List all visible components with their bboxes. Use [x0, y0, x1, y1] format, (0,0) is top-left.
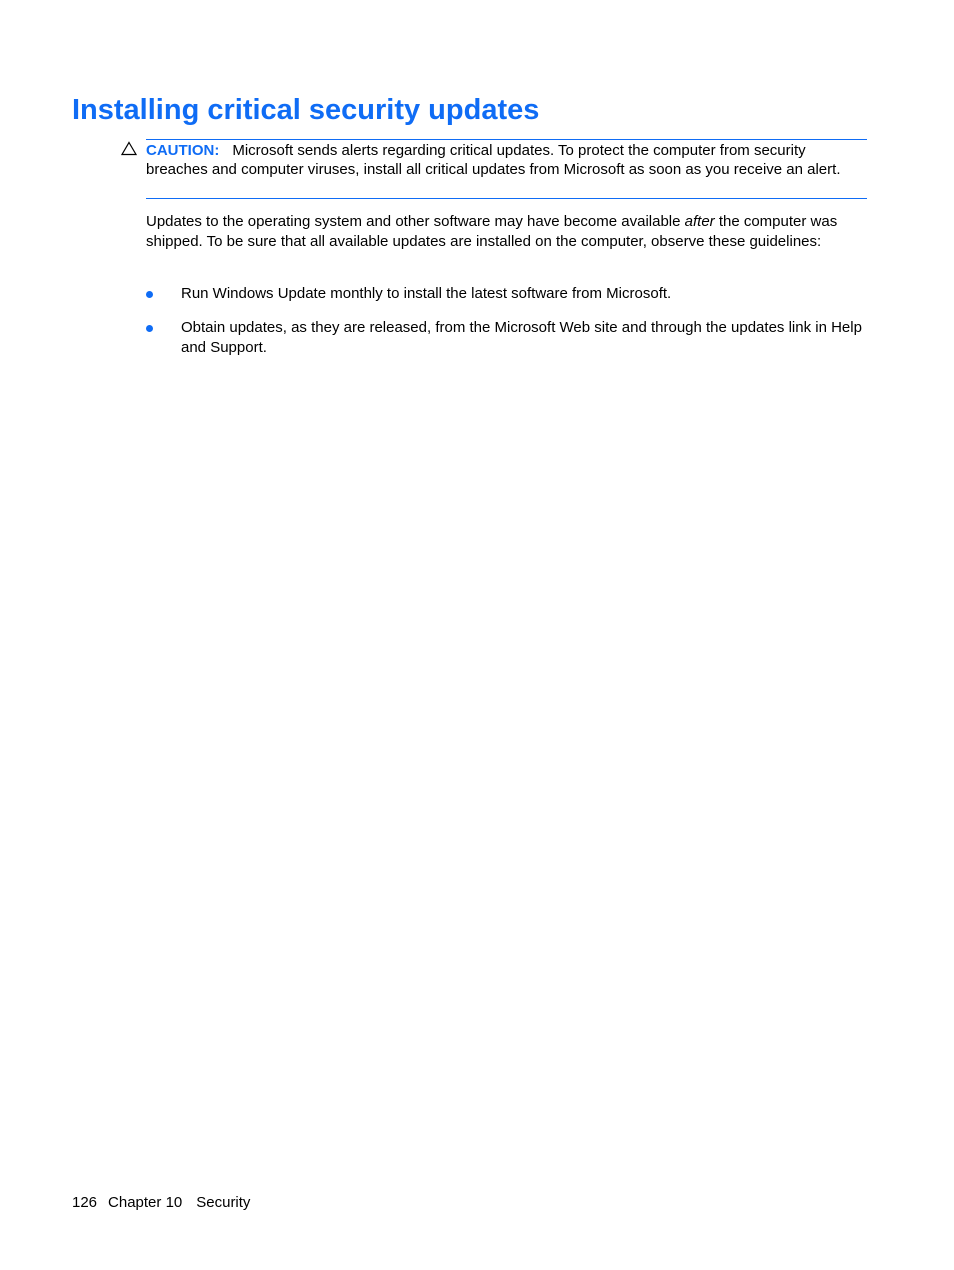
page-number: 126: [72, 1194, 98, 1211]
caution-label: CAUTION:: [146, 142, 220, 159]
list-item-text: Run Windows Update monthly to install the latest software from Microsoft.: [181, 285, 672, 302]
caution-paragraph: [146, 141, 867, 179]
page-title: Installing critical security updates: [72, 94, 540, 126]
chapter-label: Chapter 10: [108, 1194, 183, 1211]
bullet-icon: [146, 325, 153, 332]
list-item: [146, 284, 868, 304]
body-text-end: the computer was shipped. To be sure that all available updates are installed on the computer, observe these guidelines:: [146, 213, 838, 250]
caution-note: [146, 139, 867, 199]
bullet-icon: [146, 291, 153, 298]
caution-text: Microsoft sends alerts regarding critical updates. To protect the computer from security breaches and computer viruses, install all critical updates from Microsoft as soon as you receive an alert.: [146, 142, 841, 178]
body-text-italic: after: [684, 213, 715, 230]
list-item: [146, 318, 868, 357]
list-item-text: Obtain updates, as they are released, from the Microsoft Web site and through the updates link in Help and Support.: [181, 319, 862, 356]
body-paragraph: [146, 212, 867, 251]
body-text-start: Updates to the operating system and other software may have become available: [146, 213, 685, 230]
guidelines-list: [146, 284, 868, 372]
warning-triangle-icon: [121, 141, 137, 156]
section-label: Security: [196, 1194, 251, 1211]
page-footer: [72, 1193, 250, 1212]
